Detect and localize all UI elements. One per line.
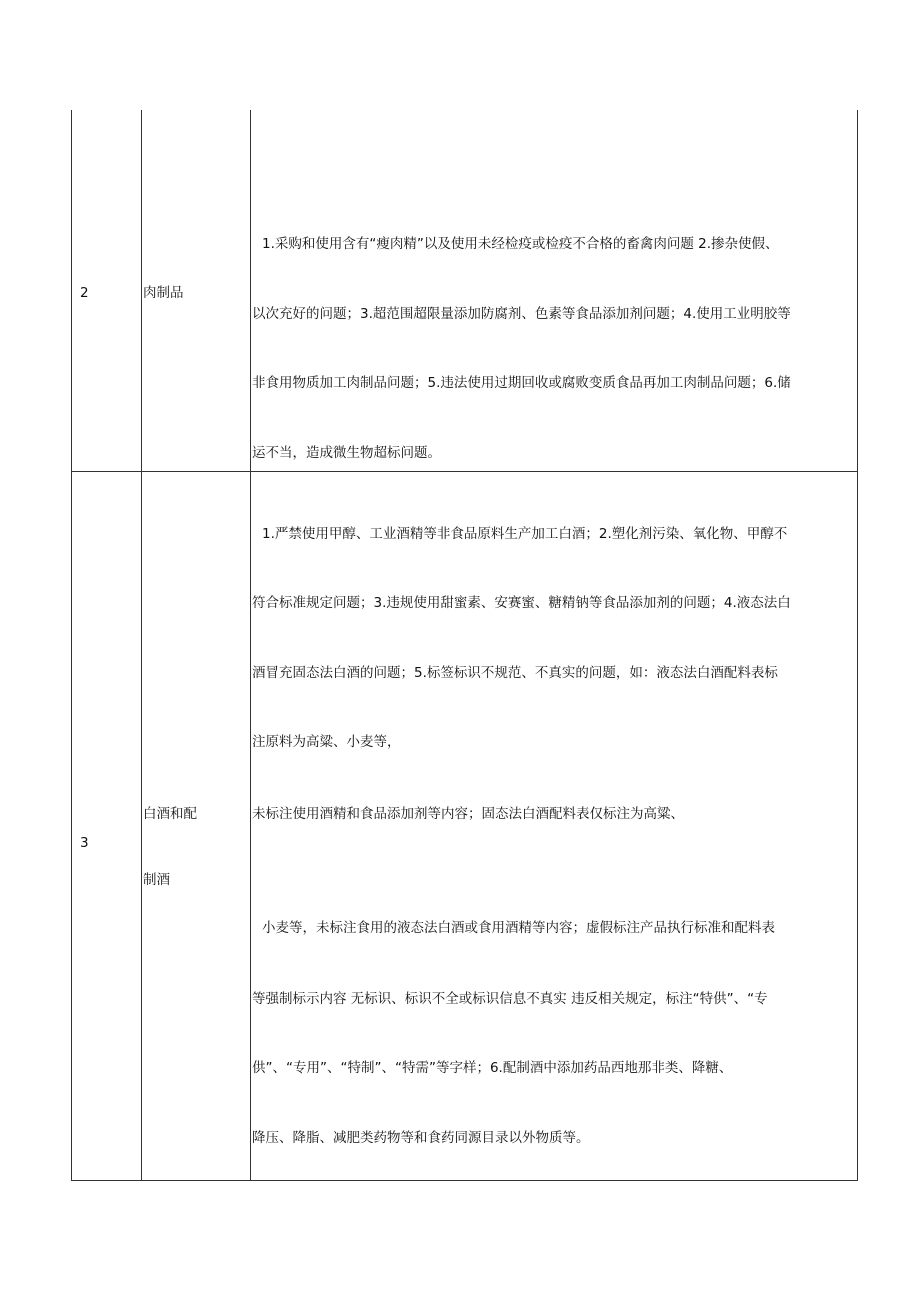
row-description-line: 降压、降脂、减肥类药物等和食药同源目录以外物质等。 bbox=[252, 1130, 590, 1146]
row-number: 2 bbox=[80, 285, 89, 301]
row-description-line: 以次充好的问题；3.超范围超限量添加防腐剂、色素等食品添加剂问题；4.使用工业明胶等 bbox=[252, 306, 791, 322]
row-description-line: 等强制标示内容 无标识、标识不全或标识信息不真实 违反相关规定，标注“特供”、“专 bbox=[252, 991, 768, 1007]
row-divider bbox=[71, 471, 858, 472]
row-description-line: 1.严禁使用甲醇、工业酒精等非食品原料生产加工白酒；2.塑化剂污染、氧化物、甲醇不 bbox=[262, 526, 788, 542]
row-description-line: 1.采购和使用含有“瘦肉精”以及使用未经检疫或检疫不合格的畜禽肉问题 2.掺杂使假、 bbox=[262, 236, 779, 252]
row-description-line: 小麦等，未标注食用的液态法白酒或食用酒精等内容；虚假标注产品执行标准和配料表 bbox=[262, 920, 775, 936]
row-description-line: 运不当，造成微生物超标问题。 bbox=[252, 445, 441, 461]
row-description-line: 注原料为高粱、小麦等， bbox=[252, 734, 401, 750]
column-divider-2 bbox=[250, 110, 251, 1181]
row-category: 肉制品 bbox=[143, 285, 184, 301]
row-number: 3 bbox=[80, 835, 89, 851]
row-description-line: 符合标准规定问题；3.违规使用甜蜜素、安赛蜜、糖精钠等食品添加剂的问题；4.液态法白 bbox=[252, 595, 791, 611]
row-category-line: 制酒 bbox=[143, 872, 170, 888]
row-description-line: 供”、“专用”、“特制”、“特需”等字样；6.配制酒中添加药品西地那非类、降糖、 bbox=[252, 1060, 733, 1076]
column-divider-1 bbox=[141, 110, 142, 1181]
table-bottom-border bbox=[71, 1180, 858, 1181]
row-description-line: 酒冒充固态法白酒的问题；5.标签标识不规范、不真实的问题，如：液态法白酒配料表标 bbox=[252, 665, 778, 681]
column-divider-left bbox=[71, 110, 72, 1181]
row-category-line: 白酒和配 bbox=[143, 806, 197, 822]
column-divider-right bbox=[857, 110, 858, 1181]
row-description-line: 非食用物质加工肉制品问题；5.违法使用过期回收或腐败变质食品再加工肉制品问题；6.储 bbox=[252, 375, 791, 391]
row-description-line: 未标注使用酒精和食品添加剂等内容；固态法白酒配料表仅标注为高粱、 bbox=[252, 806, 684, 822]
